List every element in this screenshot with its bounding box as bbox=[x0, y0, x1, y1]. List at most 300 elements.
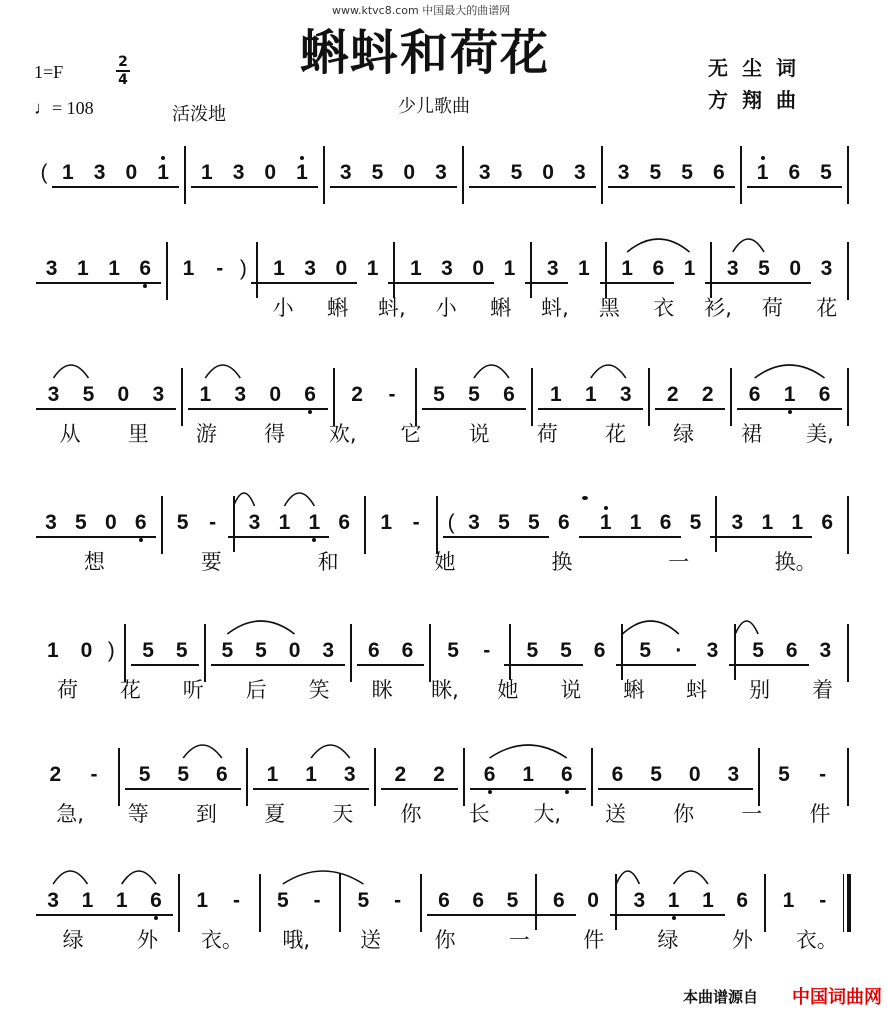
lyric-syllable: 小 bbox=[272, 296, 294, 320]
barline bbox=[526, 380, 538, 410]
composer-credit: 方翔曲 bbox=[708, 88, 810, 112]
note: 6 bbox=[598, 760, 637, 790]
note: 6 bbox=[593, 639, 606, 662]
barline bbox=[525, 254, 537, 284]
note: 5 bbox=[778, 763, 790, 786]
note: 5 bbox=[176, 511, 189, 534]
note: 3 bbox=[722, 508, 752, 538]
note: 3 bbox=[36, 254, 67, 284]
lyric-syllable: 到 bbox=[195, 802, 217, 826]
notes-line bbox=[36, 380, 854, 410]
note: 3 bbox=[717, 254, 748, 284]
note: 1 bbox=[691, 886, 725, 916]
lyric-syllable: 它 bbox=[400, 422, 422, 446]
note: 3 bbox=[706, 639, 719, 662]
note: 1 bbox=[503, 257, 516, 280]
note: 1 bbox=[182, 257, 195, 280]
barline bbox=[596, 158, 608, 188]
slur-arc bbox=[53, 365, 88, 378]
barline bbox=[328, 380, 340, 410]
barline bbox=[616, 636, 628, 666]
note: 0 bbox=[80, 639, 93, 662]
barline bbox=[643, 380, 655, 410]
lyric-syllable: 得 bbox=[264, 422, 286, 446]
note: 3 bbox=[223, 158, 255, 188]
lyric-syllable: 笑 bbox=[308, 678, 330, 702]
note: 0 bbox=[393, 158, 425, 188]
note: 1 bbox=[612, 254, 643, 284]
score-row bbox=[36, 760, 854, 826]
note: 0 bbox=[278, 636, 312, 666]
note: 2 bbox=[351, 383, 363, 406]
note: 0 bbox=[106, 380, 141, 410]
tempo-value: = 108 bbox=[52, 98, 94, 118]
note: 5 bbox=[671, 158, 703, 188]
note: 5 bbox=[639, 158, 671, 188]
lyrics-line bbox=[36, 420, 854, 448]
note: 5 bbox=[164, 760, 203, 790]
note: 5 bbox=[549, 636, 583, 666]
note: 2 bbox=[49, 763, 62, 786]
lyric-syllable: 衣。 bbox=[200, 928, 243, 952]
note: 3 bbox=[819, 639, 832, 662]
note: - bbox=[819, 889, 827, 912]
barline bbox=[840, 886, 854, 916]
score-row bbox=[36, 254, 854, 320]
note: 5 bbox=[362, 158, 394, 188]
note: ( bbox=[40, 161, 48, 184]
lyric-syllable: 着 bbox=[812, 678, 834, 702]
lyric-syllable: 花 bbox=[119, 678, 141, 702]
slur-arc bbox=[733, 239, 764, 252]
barline bbox=[735, 158, 747, 188]
note: 1 bbox=[147, 158, 179, 188]
barline bbox=[842, 254, 854, 284]
barline bbox=[530, 886, 542, 916]
note: 5 bbox=[456, 380, 491, 410]
lyric-syllable: 等 bbox=[127, 802, 149, 826]
note: 2 bbox=[381, 760, 420, 790]
note: 1 bbox=[366, 257, 379, 280]
note: 1 bbox=[188, 380, 223, 410]
note: 0 bbox=[780, 254, 811, 284]
lyric-syllable: 听 bbox=[182, 678, 204, 702]
note: 6 bbox=[775, 636, 809, 666]
barline bbox=[610, 886, 622, 916]
notes-line bbox=[36, 158, 854, 188]
lyrics-line bbox=[36, 294, 854, 322]
barline bbox=[600, 254, 612, 284]
note: 3 bbox=[469, 158, 501, 188]
barline bbox=[334, 886, 346, 916]
note: 3 bbox=[240, 508, 270, 538]
note: 0 bbox=[254, 158, 286, 188]
lyric-syllable: 换 bbox=[551, 550, 573, 574]
note: 1 bbox=[683, 257, 696, 280]
lyric-syllable: 要 bbox=[200, 550, 222, 574]
barline bbox=[424, 636, 436, 666]
lyric-syllable: 荷 bbox=[56, 678, 78, 702]
barline bbox=[156, 508, 168, 538]
note: 1 bbox=[67, 254, 98, 284]
barline bbox=[842, 380, 854, 410]
lyrics-line bbox=[36, 676, 854, 704]
barline bbox=[161, 254, 173, 284]
note: 0 bbox=[463, 254, 494, 284]
lyric-syllable: 说 bbox=[468, 422, 490, 446]
lyric-syllable: 蝌 bbox=[623, 678, 645, 702]
note: 1 bbox=[286, 158, 318, 188]
lyric-syllable: 眯, bbox=[431, 678, 459, 702]
note: 6 bbox=[338, 511, 351, 534]
note: 3 bbox=[223, 380, 258, 410]
note: 6 bbox=[821, 511, 833, 534]
note: - bbox=[412, 511, 420, 534]
note: 5 bbox=[748, 254, 779, 284]
note: 5 bbox=[637, 760, 676, 790]
note: 5 bbox=[689, 511, 702, 534]
footer-site-name: 中国词曲网 bbox=[792, 987, 882, 1008]
lyrics-line bbox=[36, 800, 854, 828]
barline bbox=[254, 886, 266, 916]
lyric-syllable: 荷 bbox=[761, 296, 783, 320]
performance-style: 活泼地 bbox=[172, 104, 226, 125]
tempo-marking bbox=[34, 98, 94, 119]
note: 6 bbox=[651, 508, 681, 538]
note: 6 bbox=[807, 380, 842, 410]
note: 6 bbox=[548, 760, 587, 790]
score-row bbox=[36, 636, 854, 702]
lyric-syllable: 荷 bbox=[536, 422, 558, 446]
quarter-note-icon: ♩ bbox=[34, 98, 52, 118]
lyric-syllable: 眯 bbox=[371, 678, 393, 702]
note: - bbox=[313, 889, 321, 912]
lyric-syllable: 别 bbox=[749, 678, 771, 702]
note: · bbox=[662, 636, 696, 666]
slur-arc bbox=[311, 745, 350, 758]
lyric-syllable: 一 bbox=[741, 802, 763, 826]
note: 2 bbox=[690, 380, 725, 410]
note: 1 bbox=[578, 257, 590, 280]
barline bbox=[753, 760, 765, 790]
note: 0 bbox=[326, 254, 357, 284]
note: 5 bbox=[810, 158, 842, 188]
note: - bbox=[233, 889, 241, 912]
score-row bbox=[36, 508, 854, 574]
note: 5 bbox=[131, 636, 165, 666]
slur-arc bbox=[234, 493, 255, 506]
lyric-syllable: 蚪, bbox=[541, 296, 569, 320]
note: 3 bbox=[608, 158, 640, 188]
slur-arc bbox=[622, 621, 678, 634]
slur-arc bbox=[591, 365, 626, 378]
note: 5 bbox=[741, 636, 775, 666]
note: 3 bbox=[537, 254, 568, 284]
notes-line bbox=[36, 508, 854, 538]
note: 5 bbox=[495, 886, 529, 916]
note: 3 bbox=[311, 636, 345, 666]
barline bbox=[504, 636, 516, 666]
barline bbox=[113, 760, 125, 790]
song-genre: 少儿歌曲 bbox=[398, 96, 470, 117]
lyric-syllable: 急, bbox=[56, 802, 84, 826]
barline bbox=[359, 508, 371, 538]
note: 2 bbox=[655, 380, 690, 410]
lyric-syllable: 你 bbox=[434, 928, 456, 952]
note: 1 bbox=[196, 889, 209, 912]
note: 6 bbox=[203, 760, 242, 790]
note: 1 bbox=[292, 760, 331, 790]
time-bottom: 4 bbox=[118, 72, 128, 88]
lyric-syllable: 蚪, bbox=[378, 296, 406, 320]
note: 6 bbox=[703, 158, 735, 188]
note: 1 bbox=[782, 508, 812, 538]
note: - bbox=[819, 763, 827, 786]
note: 0 bbox=[675, 760, 714, 790]
lyric-syllable: 件 bbox=[583, 928, 605, 952]
note: 6 bbox=[293, 380, 328, 410]
note: - bbox=[209, 511, 217, 534]
barline bbox=[710, 508, 722, 538]
lyric-syllable: 蝌 bbox=[327, 296, 349, 320]
barline bbox=[579, 508, 591, 538]
barline bbox=[410, 380, 422, 410]
barline bbox=[176, 380, 188, 410]
lyrics-line bbox=[36, 548, 854, 576]
note: 3 bbox=[714, 760, 753, 790]
note: 3 bbox=[36, 886, 70, 916]
lyric-syllable: 裙 bbox=[741, 422, 763, 446]
note: 3 bbox=[141, 380, 176, 410]
barline bbox=[842, 636, 854, 666]
score-row bbox=[36, 380, 854, 446]
barline bbox=[228, 508, 240, 538]
lyric-syllable: 蝌 bbox=[490, 296, 512, 320]
slur-arc bbox=[183, 745, 222, 758]
note: 5 bbox=[357, 889, 370, 912]
note: - bbox=[90, 763, 98, 786]
notes-line bbox=[36, 254, 854, 284]
note: 6 bbox=[126, 508, 156, 538]
lyric-syllable: 夏 bbox=[264, 802, 286, 826]
lyric-syllable: 你 bbox=[400, 802, 422, 826]
note: 3 bbox=[431, 254, 462, 284]
note: 1 bbox=[380, 511, 393, 534]
lyric-syllable: 绿 bbox=[657, 928, 679, 952]
note: 5 bbox=[66, 508, 96, 538]
lyric-syllable: 小 bbox=[435, 296, 457, 320]
note: 5 bbox=[628, 636, 662, 666]
score-row bbox=[36, 158, 854, 218]
note: 1 bbox=[538, 380, 573, 410]
note: 3 bbox=[820, 257, 833, 280]
note: 6 bbox=[427, 886, 461, 916]
note: 5 bbox=[71, 380, 106, 410]
note: 5 bbox=[244, 636, 278, 666]
note: 3 bbox=[84, 158, 116, 188]
lyric-syllable: 黑 bbox=[598, 296, 620, 320]
note: 6 bbox=[736, 889, 749, 912]
barline bbox=[241, 760, 253, 790]
slur-arc bbox=[227, 621, 294, 634]
barline bbox=[705, 254, 717, 284]
slur-arc bbox=[735, 621, 758, 634]
slur-arc bbox=[755, 365, 825, 378]
lyric-syllable: 外 bbox=[731, 928, 753, 952]
lyric-syllable: 里 bbox=[127, 422, 149, 446]
slur-arc bbox=[490, 745, 567, 758]
barline bbox=[458, 760, 470, 790]
song-title: 蝌蚪和荷花 bbox=[300, 25, 551, 81]
lyric-syllable: 蚪 bbox=[686, 678, 708, 702]
lyric-syllable: 换。 bbox=[774, 550, 817, 574]
slur-arc bbox=[627, 239, 689, 252]
notes-line bbox=[36, 886, 854, 916]
time-top: 2 bbox=[118, 54, 128, 70]
barline bbox=[457, 158, 469, 188]
note: 6 bbox=[139, 886, 173, 916]
lyric-syllable: 说 bbox=[560, 678, 582, 702]
note: 5 bbox=[447, 639, 459, 662]
note: - bbox=[483, 639, 491, 662]
lyrics-line bbox=[36, 926, 854, 954]
lyric-syllable: 衫, bbox=[704, 296, 732, 320]
slur-arc bbox=[284, 493, 314, 506]
note: - bbox=[394, 889, 402, 912]
note: 6 bbox=[357, 636, 391, 666]
lyric-syllable: 欢, bbox=[328, 422, 357, 446]
lyric-syllable: 一 bbox=[508, 928, 530, 952]
barline bbox=[842, 508, 854, 538]
lyric-syllable: 哦, bbox=[282, 928, 311, 952]
note: 3 bbox=[608, 380, 643, 410]
note: 1 bbox=[253, 760, 292, 790]
lyric-syllable: 绿 bbox=[673, 422, 695, 446]
note: 5 bbox=[211, 636, 245, 666]
note: 0 bbox=[587, 889, 599, 912]
lyric-syllable: 美, bbox=[806, 422, 834, 446]
slur-arc bbox=[283, 871, 364, 884]
barline bbox=[388, 254, 400, 284]
barline bbox=[173, 886, 185, 916]
note: 1 bbox=[657, 886, 691, 916]
note: - bbox=[216, 257, 224, 280]
lyric-syllable: 外 bbox=[137, 928, 159, 952]
note: 5 bbox=[276, 889, 289, 912]
lyric-syllable: 后 bbox=[245, 678, 267, 702]
lyric-syllable: 长 bbox=[468, 802, 490, 826]
lyric-syllable: 绿 bbox=[62, 928, 84, 952]
note: 1 bbox=[782, 889, 795, 912]
note: 1 bbox=[772, 380, 807, 410]
slur-arc bbox=[205, 365, 240, 378]
note: 3 bbox=[36, 380, 71, 410]
note: ) bbox=[239, 257, 247, 280]
site-watermark: www.ktvc8.com 中国最大的曲谱网 bbox=[332, 4, 511, 17]
barline bbox=[119, 636, 131, 666]
lyric-syllable: 她 bbox=[497, 678, 519, 702]
score-row bbox=[36, 886, 854, 952]
note: 1 bbox=[98, 254, 129, 284]
time-signature bbox=[116, 54, 130, 88]
barline bbox=[251, 254, 263, 284]
key-signature: 1=F bbox=[34, 62, 64, 82]
note: 3 bbox=[295, 254, 326, 284]
lyric-syllable: 大, bbox=[533, 802, 562, 826]
note: 1 bbox=[105, 886, 139, 916]
note: 6 bbox=[557, 511, 570, 534]
note: 3 bbox=[36, 508, 66, 538]
note: 5 bbox=[125, 760, 164, 790]
note: - bbox=[388, 383, 396, 406]
note: 1 bbox=[509, 760, 548, 790]
note: 6 bbox=[737, 380, 772, 410]
note: 3 bbox=[330, 158, 362, 188]
lyric-syllable: 你 bbox=[673, 802, 695, 826]
note: 3 bbox=[564, 158, 596, 188]
barline bbox=[842, 760, 854, 790]
barline bbox=[759, 886, 771, 916]
note: 1 bbox=[263, 254, 294, 284]
note: 6 bbox=[461, 886, 495, 916]
lyric-syllable: 送 bbox=[604, 802, 626, 826]
lyric-syllable: 送 bbox=[360, 928, 382, 952]
barline bbox=[586, 760, 598, 790]
note: 3 bbox=[425, 158, 457, 188]
note: 1 bbox=[299, 508, 329, 538]
note: 1 bbox=[52, 158, 84, 188]
note: 1 bbox=[191, 158, 223, 188]
note: 0 bbox=[258, 380, 293, 410]
slur-arc bbox=[616, 871, 639, 884]
slur-arc bbox=[53, 871, 87, 884]
lyric-syllable: 游 bbox=[195, 422, 217, 446]
notes-line bbox=[36, 760, 854, 790]
lyric-syllable: 和 bbox=[317, 550, 339, 574]
notes-line bbox=[36, 636, 854, 666]
note: 1 bbox=[46, 639, 59, 662]
barline bbox=[318, 158, 330, 188]
barline bbox=[729, 636, 741, 666]
note: 3 bbox=[459, 508, 489, 538]
lyric-syllable: 花 bbox=[816, 296, 838, 320]
barline bbox=[179, 158, 191, 188]
note: ( bbox=[443, 508, 459, 538]
slur-arc bbox=[474, 365, 509, 378]
note: 6 bbox=[778, 158, 810, 188]
note: 5 bbox=[501, 158, 533, 188]
note: 1 bbox=[269, 508, 299, 538]
note: 6 bbox=[391, 636, 425, 666]
barline bbox=[415, 886, 427, 916]
note: ) bbox=[107, 639, 115, 662]
note: 0 bbox=[115, 158, 147, 188]
note: 5 bbox=[165, 636, 199, 666]
note: 3 bbox=[622, 886, 656, 916]
lyricist-credit: 无尘词 bbox=[708, 56, 810, 80]
note: 1 bbox=[752, 508, 782, 538]
barline bbox=[725, 380, 737, 410]
slur-arc bbox=[674, 871, 708, 884]
barline bbox=[345, 636, 357, 666]
note: 5 bbox=[422, 380, 457, 410]
note: 1 bbox=[621, 508, 651, 538]
lyric-syllable: 想 bbox=[83, 550, 105, 574]
note: 0 bbox=[532, 158, 564, 188]
note: 3 bbox=[330, 760, 369, 790]
lyric-syllable: 花 bbox=[604, 422, 626, 446]
note: 6 bbox=[491, 380, 526, 410]
